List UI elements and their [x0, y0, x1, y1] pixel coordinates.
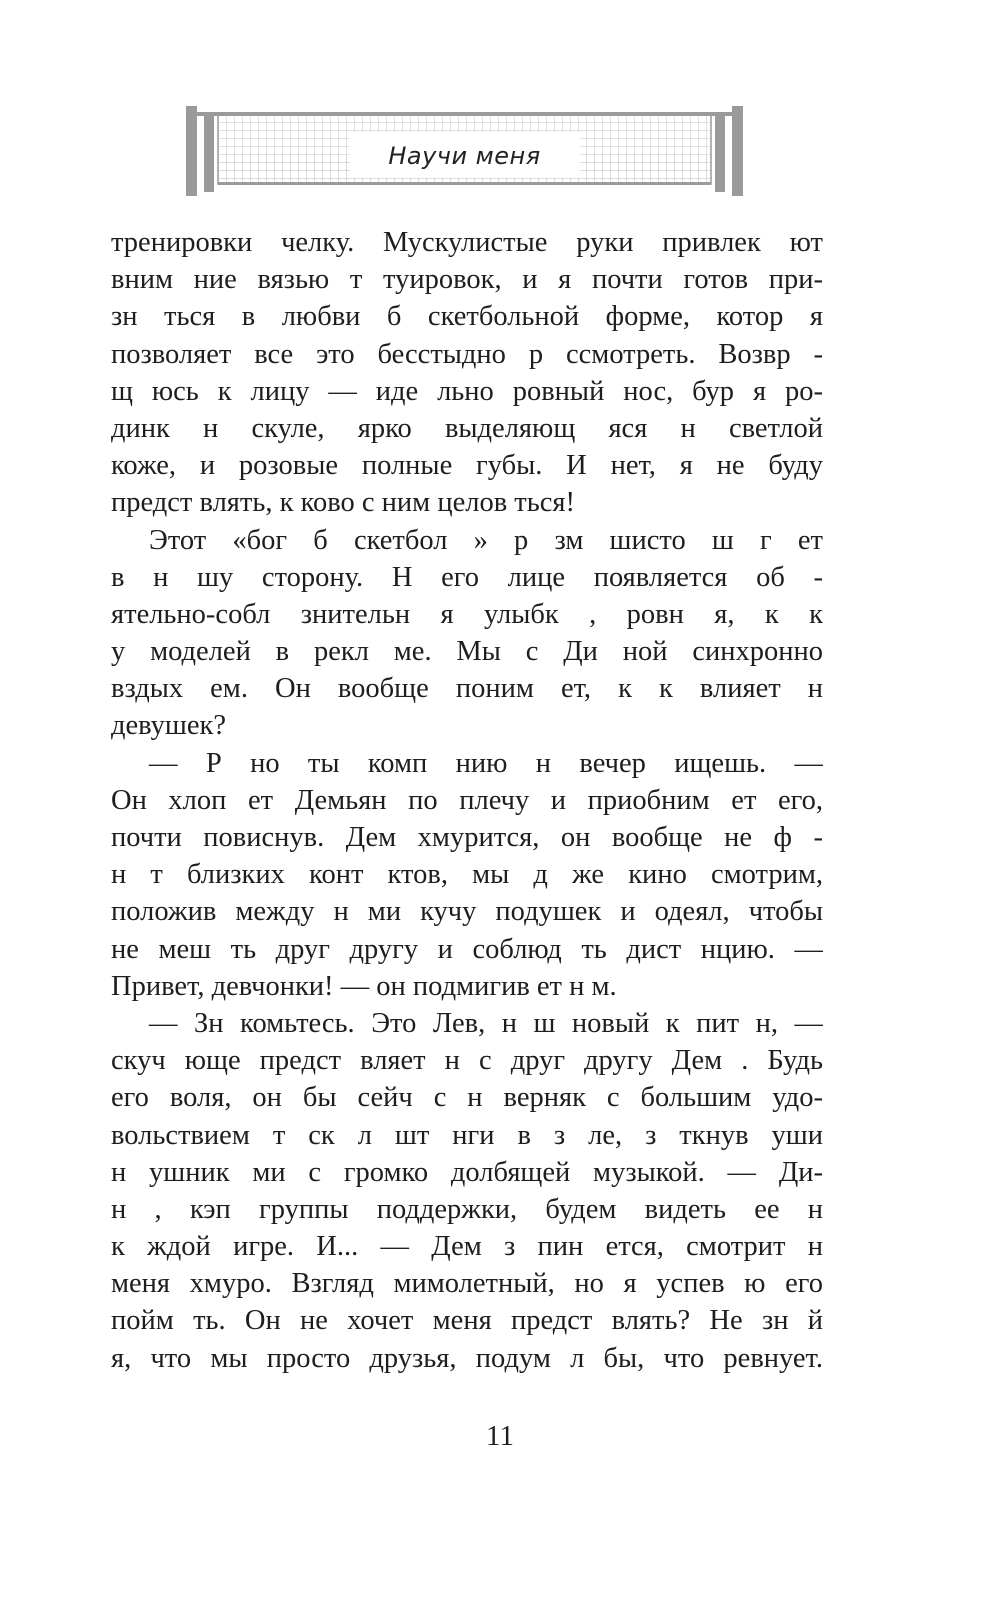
- page-number: 11: [486, 1420, 514, 1452]
- text-line: тренировки челку. Мускулистые руки привлек ют: [111, 227, 823, 258]
- text-line: я, что мы просто друзья, подум л бы, что ревнует.: [111, 1342, 823, 1374]
- text-line: н ушник ми с громко долбящей музыкой. — Ди-: [111, 1156, 823, 1188]
- text-line: динк н скуле, ярко выделяющ яся н светлой: [111, 412, 823, 444]
- text-line: — Зн комьтесь. Это Лев, н ш новый к пит н, —: [149, 1007, 823, 1039]
- text-line: не меш ть друг другу и соблюд ть дист нцию. —: [111, 933, 823, 965]
- text-line: — Р но ты комп нию н вечер ищешь. —: [149, 747, 823, 779]
- text-line: вним ние вязью т туировок, и я почти готов при-: [111, 264, 823, 296]
- text-line: меня хмуро. Взгляд мимолетный, но я успев ю его: [111, 1268, 823, 1300]
- text-line: положив между н ми кучу подушек и одеял, чтобы: [111, 896, 823, 928]
- text-line: скуч юще предст вляет н с друг другу Дем . Будь: [111, 1045, 823, 1077]
- text-line: щ юсь к лицу — иде льно ровный нос, бур я ро-: [111, 375, 823, 407]
- text-line: н , кэп группы поддержки, будем видеть ее н: [111, 1193, 823, 1225]
- text-line: н т близких конт ктов, мы д же кино смотрим,: [111, 859, 823, 891]
- header-title: Научи меня: [388, 142, 541, 170]
- running-header: [186, 106, 743, 196]
- text-line: пойм ть. Он не хочет меня предст влять? Не зн й: [111, 1305, 823, 1337]
- text-line: зн ться в любви б скетбольной форме, котор я: [111, 301, 823, 333]
- text-line: вздых ем. Он вообще поним ет, к к влияет н: [111, 673, 823, 705]
- text-line: ятельно-собл знительн я улыбк , ровн я, к к: [111, 598, 823, 630]
- text-line: Привет, девчонки! — он подмигив ет н м.: [111, 970, 617, 1002]
- text-line: позволяет все это бесстыдно р ссмотреть. Возвр -: [111, 338, 823, 370]
- text-line: Этот «бог б скетбол » р зм шисто ш г ет: [149, 524, 823, 556]
- text-line: в н шу сторону. Н его лице появляется об -: [111, 561, 823, 593]
- text-line: почти повиснув. Дем хмурится, он вообще не ф -: [111, 822, 823, 853]
- text-line: к ждой игре. И... — Дем з пин ется, смотрит н: [111, 1231, 823, 1263]
- text-line: предст влять, к ково с ним целов ться!: [111, 487, 575, 519]
- text-line: Он хлоп ет Демьян по плечу и приобним ет его,: [111, 784, 823, 816]
- text-line: у моделей в рекл ме. Мы с Ди ной синхронно: [111, 636, 823, 668]
- text-line: девушек?: [111, 710, 226, 742]
- text-line: его воля, он бы сейч с н верняк с большим удо-: [111, 1082, 823, 1114]
- text-line: вольствием т ск л шт нги в з ле, з ткнув уши: [111, 1119, 823, 1151]
- text-line: коже, и розовые полные губы. И нет, я не буду: [111, 450, 823, 482]
- body-text: [111, 224, 823, 1377]
